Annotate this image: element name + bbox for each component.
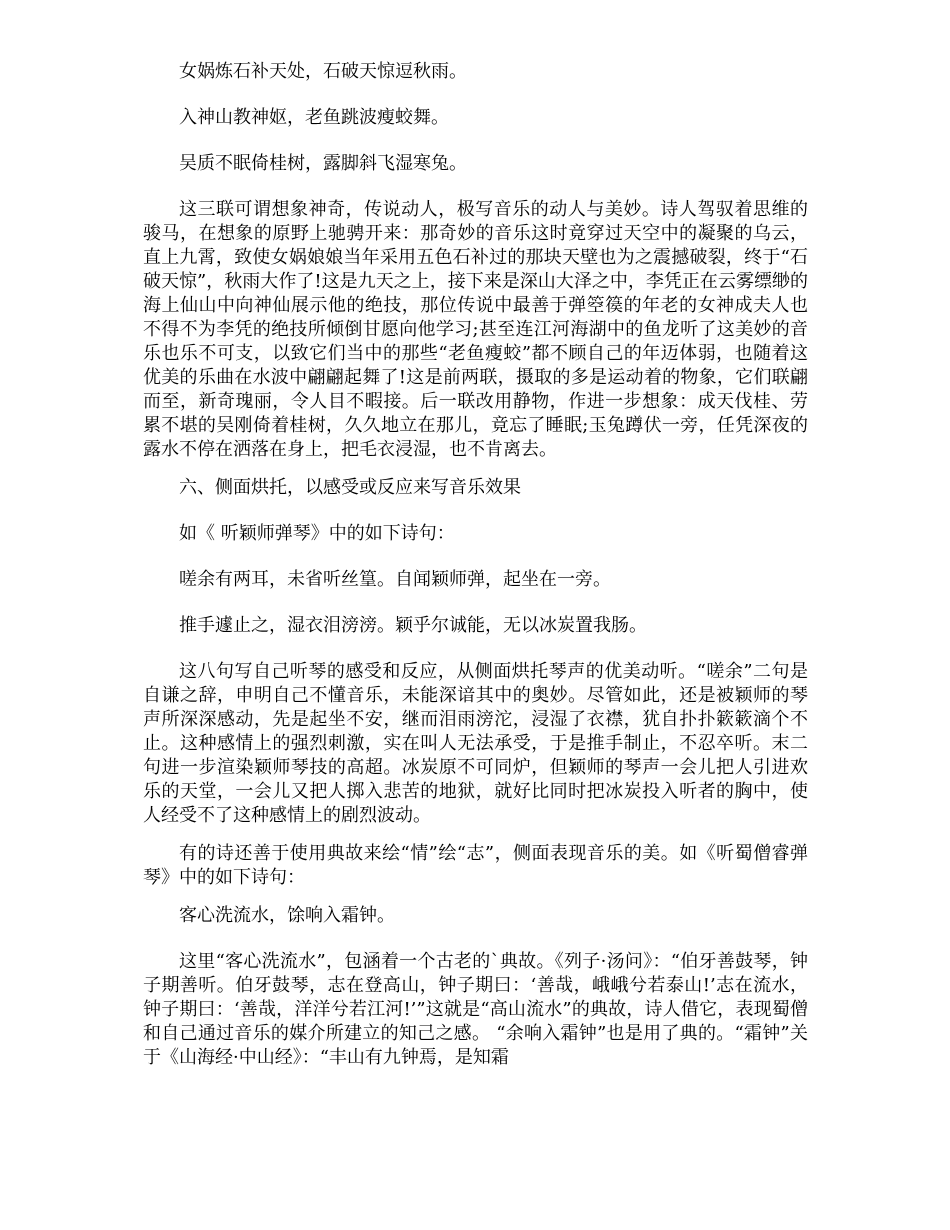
poem-line: 入神山教神妪，老鱼跳波瘦蛟舞。	[179, 107, 449, 128]
poem-line: 推手遽止之，湿衣泪滂滂。颖乎尔诚能，无以冰炭置我肠。	[179, 615, 647, 636]
body-paragraph: 有的诗还善于使用典故来绘“情”绘“志”，侧面表现音乐的美。如《听蜀僧睿弹琴》中的如下诗句：	[143, 843, 808, 888]
body-paragraph: 这八句写自己听琴的感受和反应，从侧面烘托琴声的优美动听。“嗟余”二句是自谦之辞，申明自己不懂音乐，未能深谙其中的奥妙。尽管如此，还是被颖师的琴声所深深感动，先是起坐不安，继而泪雨滂沱，浸湿了衣襟，犹自扑扑簌簌滴个不止。这种感情上的强烈刺激，实在叫人无法承受，于是推手制止，不忍卒听。末二句进一步渲染颖师琴技的高超。冰炭原不可同炉，但颖师的琴声一会儿把人引进欢乐的天堂，一会儿又把人掷入悲苦的地狱，就好比同时把冰炭投入听者的胸中，使人经受不了这种感情上的剧烈波动。	[143, 661, 808, 826]
body-paragraph: 如《 听颖师弹琴》中的如下诗句：	[179, 523, 455, 544]
poem-line: 客心洗流水，馀响入霜钟。	[179, 905, 395, 926]
body-paragraph: 这三联可谓想象神奇，传说动人，极写音乐的动人与美妙。诗人驾驭着思维的骏马，在想象的原野上驰骋开来：那奇妙的音乐这时竟穿过天空中的凝聚的乌云，直上九霄，致使女娲娘娘当年采用五色石补过的那块天壁也为之震撼破裂，终于“石破天惊”，秋雨大作了!这是九天之上，接下来是深山大泽之中，李凭正在云雾缥缈的海上仙山中向神仙展示他的绝技，那位传说中最善于弹箜篌的年老的女神成夫人也不得不为李凭的绝技所倾倒甘愿向他学习;甚至连江河海湖中的鱼龙听了这美妙的音乐也乐不可支，以致它们当中的那些“老鱼瘦蛟”都不顾自己的年迈体弱，也随着这优美的乐曲在水波中翩翩起舞了!这是前两联，摄取的多是运动着的物象，它们联翩而至，新奇瑰丽，令人目不暇接。后一联改用静物，作进一步想象：成天伐桂、劳累不堪的吴刚倚着桂树，久久地立在那儿，竟忘了睡眠;玉兔蹲伏一旁，任凭深夜的露水不停在洒落在身上，把毛衣浸湿，也不肯离去。	[143, 199, 808, 460]
poem-line: 嗟余有两耳，未省听丝篁。自闻颖师弹，起坐在一旁。	[179, 569, 611, 590]
document-page	[143, 60, 808, 1084]
body-paragraph: 这里“客心洗流水”，包涵着一个古老的`典故。《列子·汤问》：“伯牙善鼓琴，钟子期善听。伯牙鼓琴，志在登高山，钟子期曰：‘善哉，峨峨兮若泰山!’志在流水，钟子期曰：‘善哉，洋洋兮若江河!’”这就是“高山流水”的典故，诗人借它，表现蜀僧和自己通过音乐的媒介所建立的知己之感。 “余响入霜钟”也是用了典的。“霜钟”关于《山海经·中山经》：“丰山有九钟焉，是知霜	[143, 951, 808, 1068]
section-heading: 六、侧面烘托，以感受或反应来写音乐效果	[179, 477, 521, 498]
poem-line: 女娲炼石补天处，石破天惊逗秋雨。	[179, 61, 467, 82]
poem-line: 吴质不眠倚桂树，露脚斜飞湿寒兔。	[179, 153, 467, 174]
